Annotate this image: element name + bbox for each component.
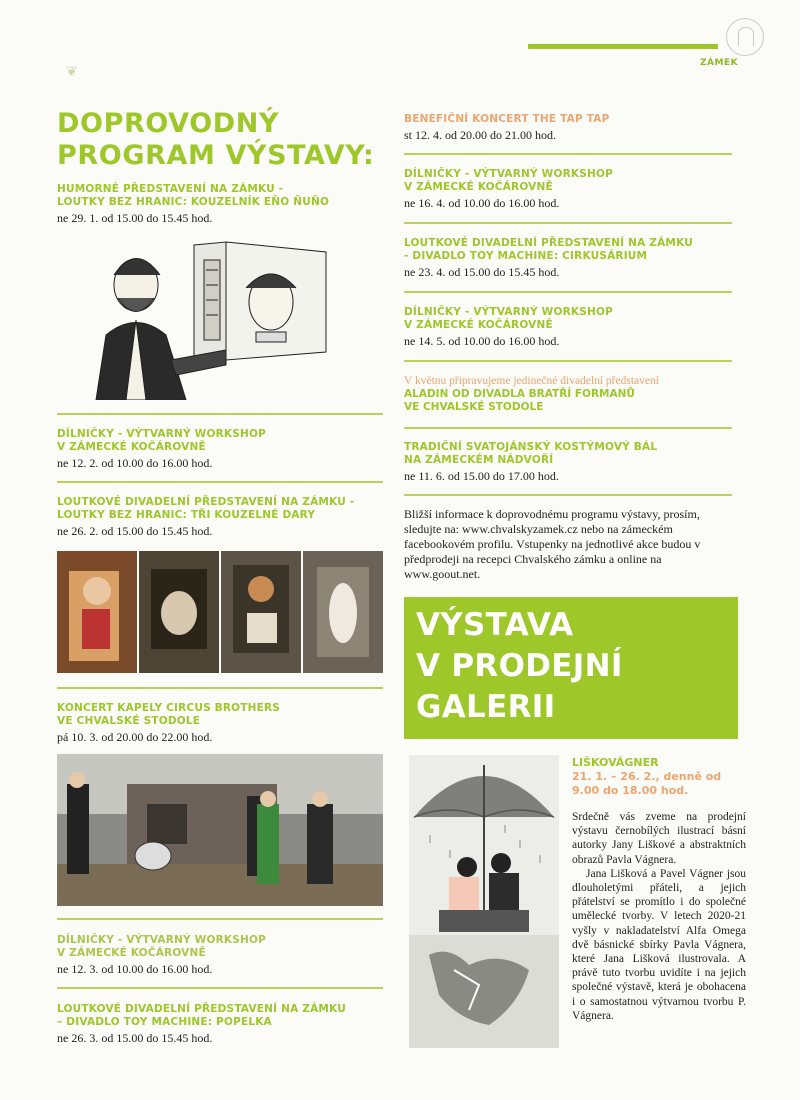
- event-item: DÍLNIČKY - VÝTVARNÝ WORKSHOP V ZÁMECKÉ KOČÁROVNĚ ne 14. 5. od 10.00 do 16.00 hod.: [404, 306, 613, 348]
- program-title: DOPROVODNÝ PROGRAM VÝSTAVY:: [57, 108, 375, 171]
- event-item: BENEFIČNÍ KONCERT THE TAP TAP st 12. 4. od 20.00 do 21.00 hod.: [404, 113, 610, 142]
- divider: [57, 687, 383, 689]
- event-item: LOUTKOVÉ DIVADELNÍ PŘEDSTAVENÍ NA ZÁMKU - LOUTKY BEZ HRANIC: TŘI KOUZELNÉ DARY ne 26. 2. od 15.00 do 15.45 hod.: [57, 496, 355, 538]
- divider: [57, 918, 383, 920]
- program-info-text: Bližší informace k doprovodnému programu výstavy, prosím, sledujte na: www.chvalskyzamek.cz nebo na zámeckém facebookovém profilu. Vstupenky na jednotlivé akce budou v předprodeji na recepci Chvalského zámku a online na www.goout.net.: [404, 507, 701, 581]
- divider: [404, 494, 732, 496]
- divider: [404, 291, 732, 293]
- event-item: DÍLNIČKY - VÝTVARNÝ WORKSHOP V ZÁMECKÉ KOČÁROVNĚ ne 12. 2. od 10.00 do 16.00 hod.: [57, 428, 266, 470]
- event-item: LOUTKOVÉ DIVADELNÍ PŘEDSTAVENÍ NA ZÁMKU - DIVADLO TOY MACHINE: CIRKUSÁRIUM ne 23. 4. od 15.00 do 15.45 hod.: [404, 237, 693, 279]
- divider: [404, 360, 732, 362]
- gallery-article: Srdečně vás zveme na prodejní výstavu černobílých ilustrací básní autorky Jany Liškové a abstraktních obrazů Pavla Vágnera. Jana Lišková a Pavel Vágner jsou dlouholetými přáteli, a jejich přátelství se promítlo i do společné umělecké tvorby. V letech 2020-21 vyšly v nakladatelství Alfa Omega dvě básnické sbírky Pavla Vágnera, které Jana Lišková ilustrovala. A právě tuto tvorbu uvidíte i na jejich společné výstavě, která je obohacena i o samostatnou výtvarnou tvorbu P. Vágnera.: [572, 811, 746, 1022]
- circus-brothers-band-photo: [57, 754, 383, 906]
- magician-engraving-illustration: [76, 240, 336, 400]
- logo-icon: [726, 18, 764, 56]
- gallery-title-box: [404, 597, 738, 739]
- puppets-photo-strip: [57, 551, 383, 673]
- divider: [57, 987, 383, 989]
- divider: [404, 153, 732, 155]
- event-item: LOUTKOVÉ DIVADELNÍ PŘEDSTAVENÍ NA ZÁMKU – DIVADLO TOY MACHINE: POPELKA ne 26. 3. od 15.00 do 15.45 hod.: [57, 1003, 346, 1045]
- gallery-title: VÝSTAVA V PRODEJNÍ GALERII: [416, 607, 623, 725]
- event-item: KONCERT KAPELY CIRCUS BROTHERS VE CHVALSKÉ STODOLE pá 10. 3. od 20.00 do 22.00 hod.: [57, 702, 281, 744]
- divider: [404, 222, 732, 224]
- exhibition-dates: 21. 1. – 26. 2., denně od 9.00 do 18.00 hod.: [572, 770, 722, 797]
- section-label: ZÁMEK: [700, 58, 739, 68]
- divider: [404, 427, 732, 429]
- may-announcement: V květnu připravujeme jedinečné divadelní představení ALADIN OD DIVADLA BRATŘÍ FORMANŮ VE CHVALSKÉ STODOLE: [404, 375, 659, 413]
- event-item: HUMORNÉ PŘEDSTAVENÍ NA ZÁMKU - LOUTKY BEZ HRANIC: KOUZELNÍK EÑO ÑUÑO ne 29. 1. od 15.00 do 15.45 hod.: [57, 183, 330, 225]
- umbrella-couple-illustration: [409, 755, 559, 1048]
- artist-name: LIŠKOVÁGNER: [572, 756, 659, 769]
- divider: [57, 481, 383, 483]
- event-item: TRADIČNÍ SVATOJÁNSKÝ KOSTÝMOVÝ BÁL NA ZÁMECKÉM NÁDVOŘÍ ne 11. 6. od 15.00 do 17.00 hod.: [404, 441, 658, 483]
- decorative-mark-icon: ❦: [66, 64, 78, 80]
- header-accent-bar: [528, 44, 718, 49]
- event-item: DÍLNIČKY - VÝTVARNÝ WORKSHOP V ZÁMECKÉ KOČÁROVNĚ ne 16. 4. od 10.00 do 16.00 hod.: [404, 168, 613, 210]
- divider: [57, 413, 383, 415]
- event-item: DÍLNIČKY - VÝTVARNÝ WORKSHOP V ZÁMECKÉ KOČÁROVNĚ ne 12. 3. od 10.00 do 16.00 hod.: [57, 934, 266, 976]
